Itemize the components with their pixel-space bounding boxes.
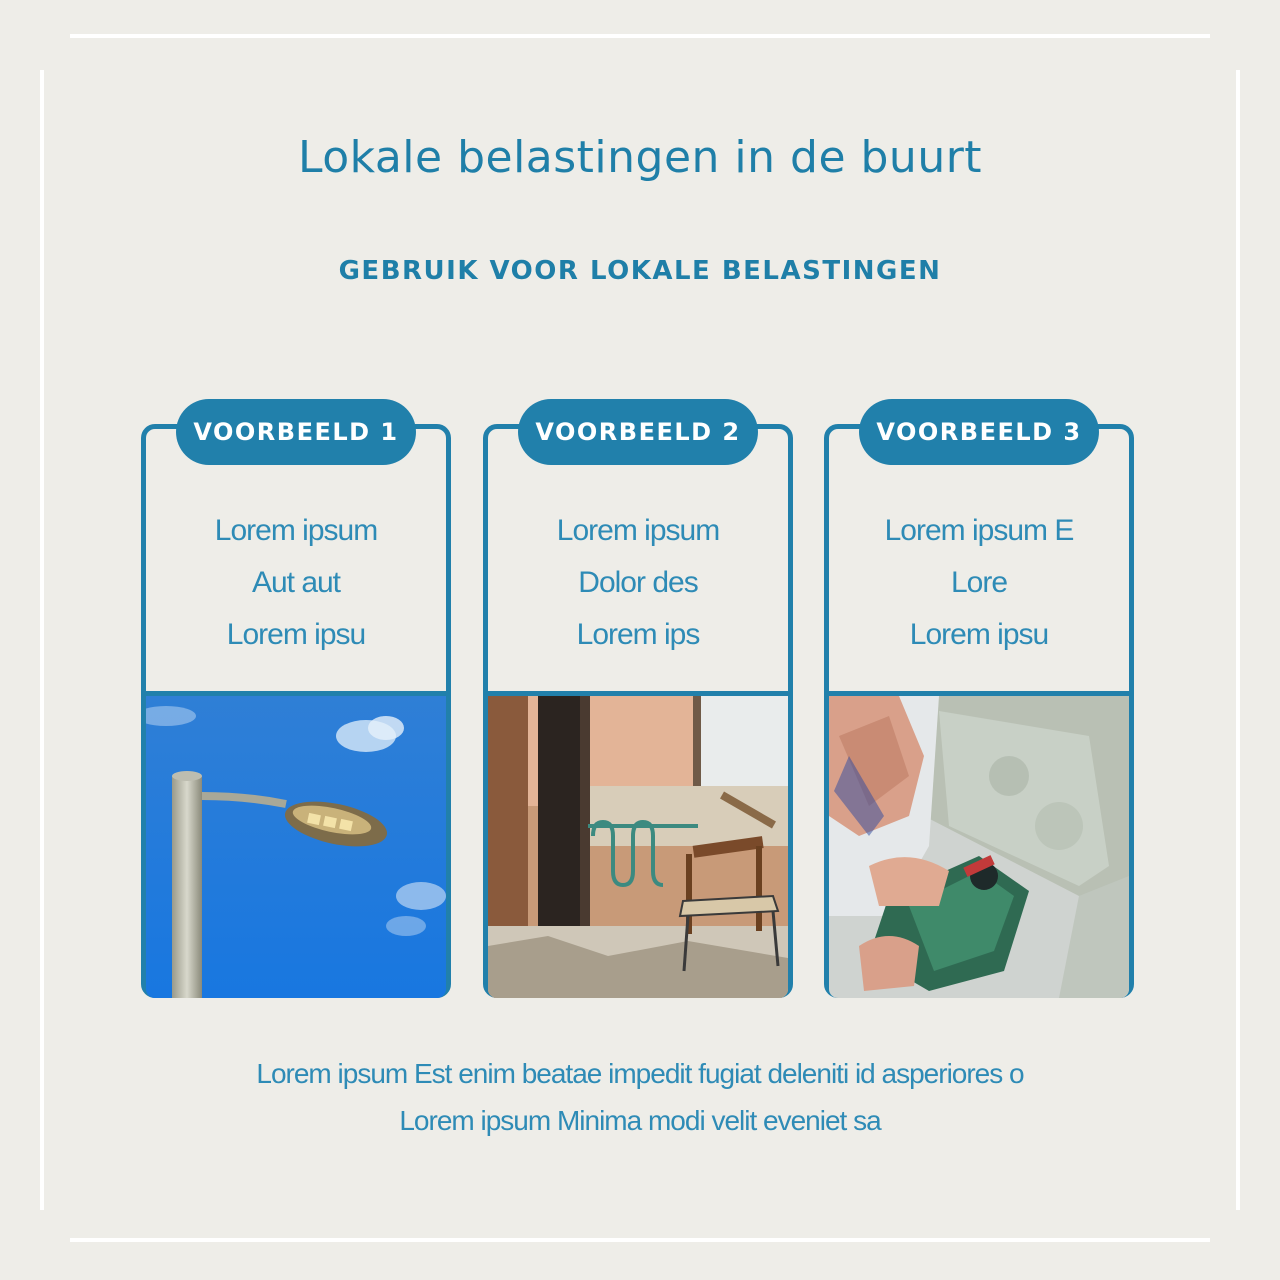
card-line: Dolor des <box>578 566 698 599</box>
card-line: Lore <box>950 566 1008 599</box>
example-card-2 <box>483 418 793 998</box>
page-title: Lokale belastingen in de buurt <box>297 132 983 183</box>
card-text <box>146 505 446 661</box>
card-line: Lorem ips <box>576 618 700 651</box>
frame-left-line <box>40 70 44 1210</box>
footer-line: Lorem ipsum Est enim beatae impedit fugiat deleniti id asperiores o <box>256 1058 1024 1089</box>
card-line: Lorem ipsum E <box>884 514 1074 547</box>
street-lamp-photo <box>146 691 446 998</box>
frame-bottom-line <box>70 1238 1210 1242</box>
frame-right-line <box>1236 70 1240 1210</box>
frame-top-line <box>70 34 1210 38</box>
card-line: Lorem ipsum <box>556 514 720 547</box>
card-line: Aut aut <box>251 566 341 599</box>
card-line: Lorem ipsu <box>909 618 1049 651</box>
card-badge: VOORBEELD 3 <box>859 399 1099 465</box>
footer-text <box>0 1050 1280 1144</box>
card-line: Lorem ipsu <box>226 618 366 651</box>
page-subtitle: GEBRUIK VOOR LOKALE BELASTINGEN <box>338 256 942 286</box>
drilling-tiles-photo <box>829 691 1129 998</box>
example-card-3 <box>824 418 1134 998</box>
card-badge: VOORBEELD 2 <box>518 399 758 465</box>
card-line: Lorem ipsum <box>214 514 378 547</box>
card-badge: VOORBEELD 1 <box>176 399 416 465</box>
card-text <box>829 505 1129 661</box>
footer-line: Lorem ipsum Minima modi velit eveniet sa <box>399 1105 881 1136</box>
abandoned-room-photo <box>488 691 788 998</box>
card-text <box>488 505 788 661</box>
example-card-1 <box>141 418 451 998</box>
